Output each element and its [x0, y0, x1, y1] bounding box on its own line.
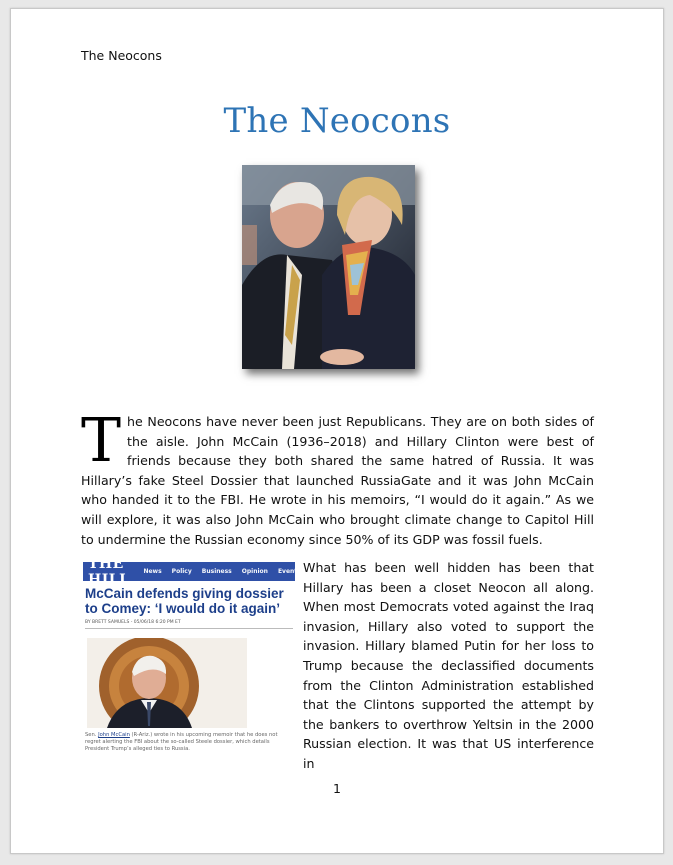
clipping-caption-prefix: Sen.	[85, 732, 99, 738]
clipping-masthead	[83, 555, 301, 588]
paragraph-1-text: he Neocons have never been just Republicans. They are on both sides of the aisle. John McCain (1936–2018) and Hillary Clinton were best of friends because they both shared the same hatred of Russia. It was Hillary’s fake Steel Dossier that launched RussiaGate and it was John McCain who handed it to the FBI. He wrote in his memoirs, “I would do it again.” As we will explore, it was also John McCain who brought climate change to Capitol Hill to undermine the Russian economy since 50% of its GDP was fossil fuels.	[81, 414, 594, 547]
photo-mccain-clinton-icon	[242, 165, 415, 369]
clipping-nav-item: Policy	[171, 568, 192, 575]
clipping-nav-item: Business	[201, 568, 232, 575]
running-header: The Neocons	[81, 48, 162, 63]
clipping-nav-item: News	[143, 568, 162, 575]
clipping-photo	[87, 638, 247, 728]
page-number: 1	[333, 781, 341, 796]
news-clipping	[83, 555, 301, 772]
drop-cap: T	[81, 406, 122, 476]
document-page	[10, 8, 664, 854]
main-photo	[242, 165, 415, 369]
clipping-caption	[85, 732, 285, 753]
clipping-headline: McCain defends giving dossier to Comey: ‘I would do it again’	[85, 586, 284, 616]
clipping-nav-item: Events	[277, 568, 301, 575]
paragraph-1	[81, 406, 594, 549]
clipping-caption-rest: (R-Ariz.) wrote in his upcoming memoir that he does not regret alerting the FBI about the so-called Steele dossier, which details President Trump’s alleged ties to Russia.	[85, 732, 278, 752]
the-hill-logo: THE HILL	[88, 555, 130, 588]
clipping-byline: BY BRETT SAMUELS - 05/06/18 6:20 PM ET	[85, 620, 293, 629]
clipping-nav-item: Opinion	[241, 568, 268, 575]
clipping-caption-link[interactable]: John McCain	[98, 732, 130, 738]
paragraph-2: What has been well hidden has been that Hillary has been a closet Neocon all along. When most Democrats voted against the Iraq invasion, Hillary also voted to support the invasion. Hillary blamed Putin for her loss to Trump because the declassified documents from the Clinton Administration established that the Clintons supported the attempt by the bankers to overthrow Yeltsin in the 2000 Russian election. It was that US interference in	[303, 560, 594, 771]
page-title: The Neocons	[223, 101, 451, 141]
photo-mccain-icon	[87, 638, 247, 728]
